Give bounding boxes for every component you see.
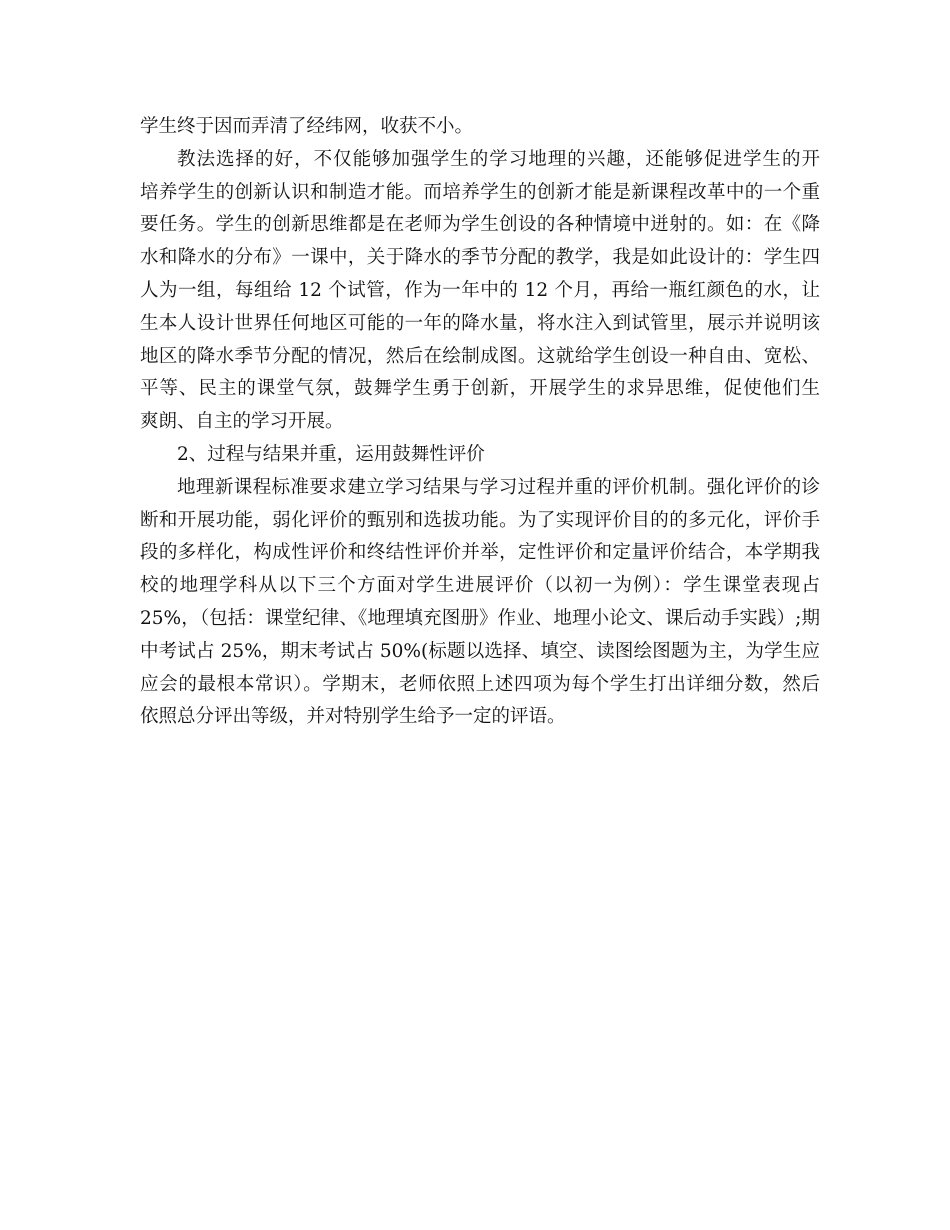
paragraph-line: 应会的最根本常识）。学期末，老师依照上述四项为每个学生打出详细分数，然后 (140, 673, 820, 695)
paragraph-line: 校的地理学科从以下三个方面对学生进展评价（以初一为例）：学生课堂表现占 (140, 575, 820, 597)
paragraph-line: 段的多样化，构成性评价和终结性评价并举，定性评价和定量评价结合，本学期我 (140, 542, 820, 564)
paragraph-line: 地区的降水季节分配的情况，然后在绘制成图。这就给学生创设一种自由、宽松、 (140, 345, 820, 367)
paragraph-line: 爽朗、自主的学习开展。 (140, 411, 344, 433)
paragraph-line: 教法选择的好，不仅能够加强学生的学习地理的兴趣，还能够促进学生的开 (177, 148, 820, 170)
paragraph-line: 学生终于因而弄清了经纬网，收获不小。 (140, 116, 474, 137)
paragraph-line: 培养学生的创新认识和制造才能。而培养学生的创新才能是新课程改革中的一个重 (140, 181, 820, 203)
paragraph-line: 依照总分评出等级，并对特别学生给予一定的评语。 (140, 706, 566, 728)
section-heading: 2、过程与结果并重，运用鼓舞性评价 (177, 443, 485, 465)
document-body (140, 111, 820, 734)
paragraph-line: 平等、民主的课堂气氛，鼓舞学生勇于创新，开展学生的求异思维，促使他们生 (140, 378, 820, 400)
paragraph-line: 地理新课程标准要求建立学习结果与学习过程并重的评价机制。强化评价的诊 (177, 476, 820, 498)
paragraph-line: 断和开展功能，弱化评价的甄别和选拔功能。为了实现评价目的的多元化，评价手 (140, 509, 820, 531)
paragraph-line: 生本人设计世界任何地区可能的一年的降水量，将水注入到试管里，展示并说明该 (140, 312, 820, 334)
paragraph-line: 人为一组，每组给 12 个试管，作为一年中的 12 个月，再给一瓶红颜色的水，让 (140, 279, 820, 301)
paragraph-line: 水和降水的分布》一课中，关于降水的季节分配的教学，我是如此设计的：学生四 (140, 247, 820, 269)
paragraph-line: 要任务。学生的创新思维都是在老师为学生创设的各种情境中迸射的。如：在《降 (140, 214, 820, 236)
paragraph-line: 25%，（包括：课堂纪律、《地理填充图册》作业、地理小论文、课后动手实践）;期 (140, 607, 820, 629)
paragraph-line: 中考试占 25%，期末考试占 50%(标题以选择、填空、读图绘图题为主，为学生应 (140, 640, 820, 662)
